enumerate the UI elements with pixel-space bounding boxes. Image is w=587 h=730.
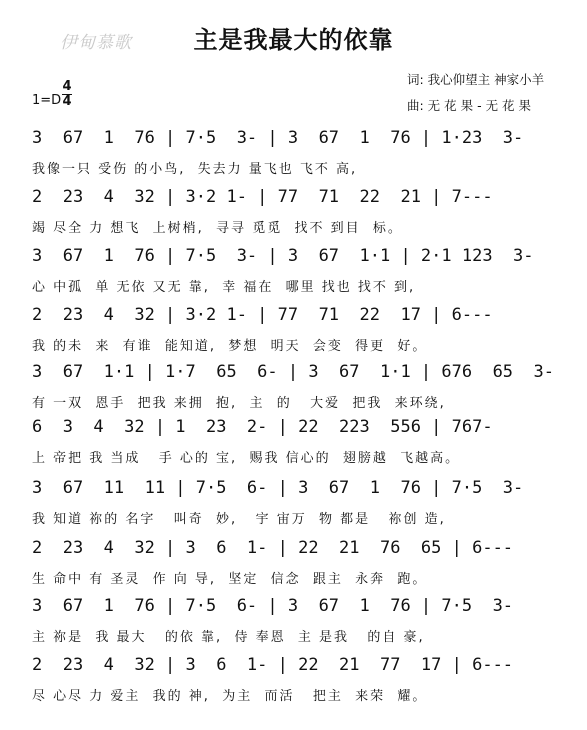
notation-line: 2 23 4 32 | 3·2 1- | 77 71 22 17 | 6--- xyxy=(32,305,493,325)
lyricist-credit: 词: 我心仰望主 神家小羊 xyxy=(407,72,545,87)
notation-line: 6 3 4 32 | 1 23 2- | 22 223 556 | 767- xyxy=(32,417,493,437)
song-title: 主是我最大的依靠 xyxy=(193,26,394,54)
time-signature xyxy=(62,80,72,109)
notation-line: 3 67 1 76 | 7·5 6- | 3 67 1 76 | 7·5 3- xyxy=(32,596,514,616)
time-denominator: 4 xyxy=(62,94,72,109)
notation-line: 2 23 4 32 | 3 6 1- | 22 21 76 65 | 6--- xyxy=(32,538,514,558)
lyrics-line: 心 中孤 单 无依 又无 靠, 幸 福在 哪里 找也 找不 到, xyxy=(32,280,416,295)
composer-credit: 曲: 无 花 果 - 无 花 果 xyxy=(407,98,532,113)
notation-line: 2 23 4 32 | 3 6 1- | 22 21 77 17 | 6--- xyxy=(32,655,514,675)
lyrics-line: 生 命中 有 圣灵 作 向 导, 坚定 信念 跟主 永奔 跑。 xyxy=(32,572,428,587)
lyrics-line: 我 的未 来 有谁 能知道, 梦想 明天 会变 得更 好。 xyxy=(32,339,428,354)
lyrics-line: 我像一只 受伤 的小鸟, 失去力 量飞也 飞不 高, xyxy=(32,162,358,177)
watermark-logo: 伊甸慕歌 xyxy=(60,33,132,53)
notation-line: 2 23 4 32 | 3·2 1- | 77 71 22 21 | 7--- xyxy=(32,187,493,207)
notation-line: 3 67 1 76 | 7·5 3- | 3 67 1 76 | 1·23 3- xyxy=(32,128,524,148)
notation-line: 3 67 1·1 | 1·7 65 6- | 3 67 1·1 | 676 65 3- xyxy=(32,362,554,382)
lyrics-line: 主 祢是 我 最大 的依 靠, 侍 奉恩 主 是我 的自 豪, xyxy=(32,630,425,645)
lyrics-line: 竭 尽全 力 想飞 上树梢, 寻寻 觅觅 找不 到目 标。 xyxy=(32,221,403,236)
lyrics-line: 尽 心尽 力 爱主 我的 神, 为主 而活 把主 来荣 耀。 xyxy=(32,689,428,704)
lyrics-line: 上 帝把 我 当成 手 心的 宝, 赐我 信心的 翅膀越 飞越高。 xyxy=(32,451,461,466)
lyrics-line: 我 知道 祢的 名字 叫奇 妙, 宇 宙万 物 都是 祢创 造, xyxy=(32,512,446,527)
notation-line: 3 67 11 11 | 7·5 6- | 3 67 1 76 | 7·5 3- xyxy=(32,478,524,498)
lyrics-line: 有 一双 恩手 把我 来拥 抱, 主 的 大爱 把我 来环绕, xyxy=(32,396,446,411)
notation-line: 3 67 1 76 | 7·5 3- | 3 67 1·1 | 2·1 123 3- xyxy=(32,246,534,266)
time-numerator: 4 xyxy=(62,79,72,94)
key-signature: 1=D xyxy=(32,93,62,108)
